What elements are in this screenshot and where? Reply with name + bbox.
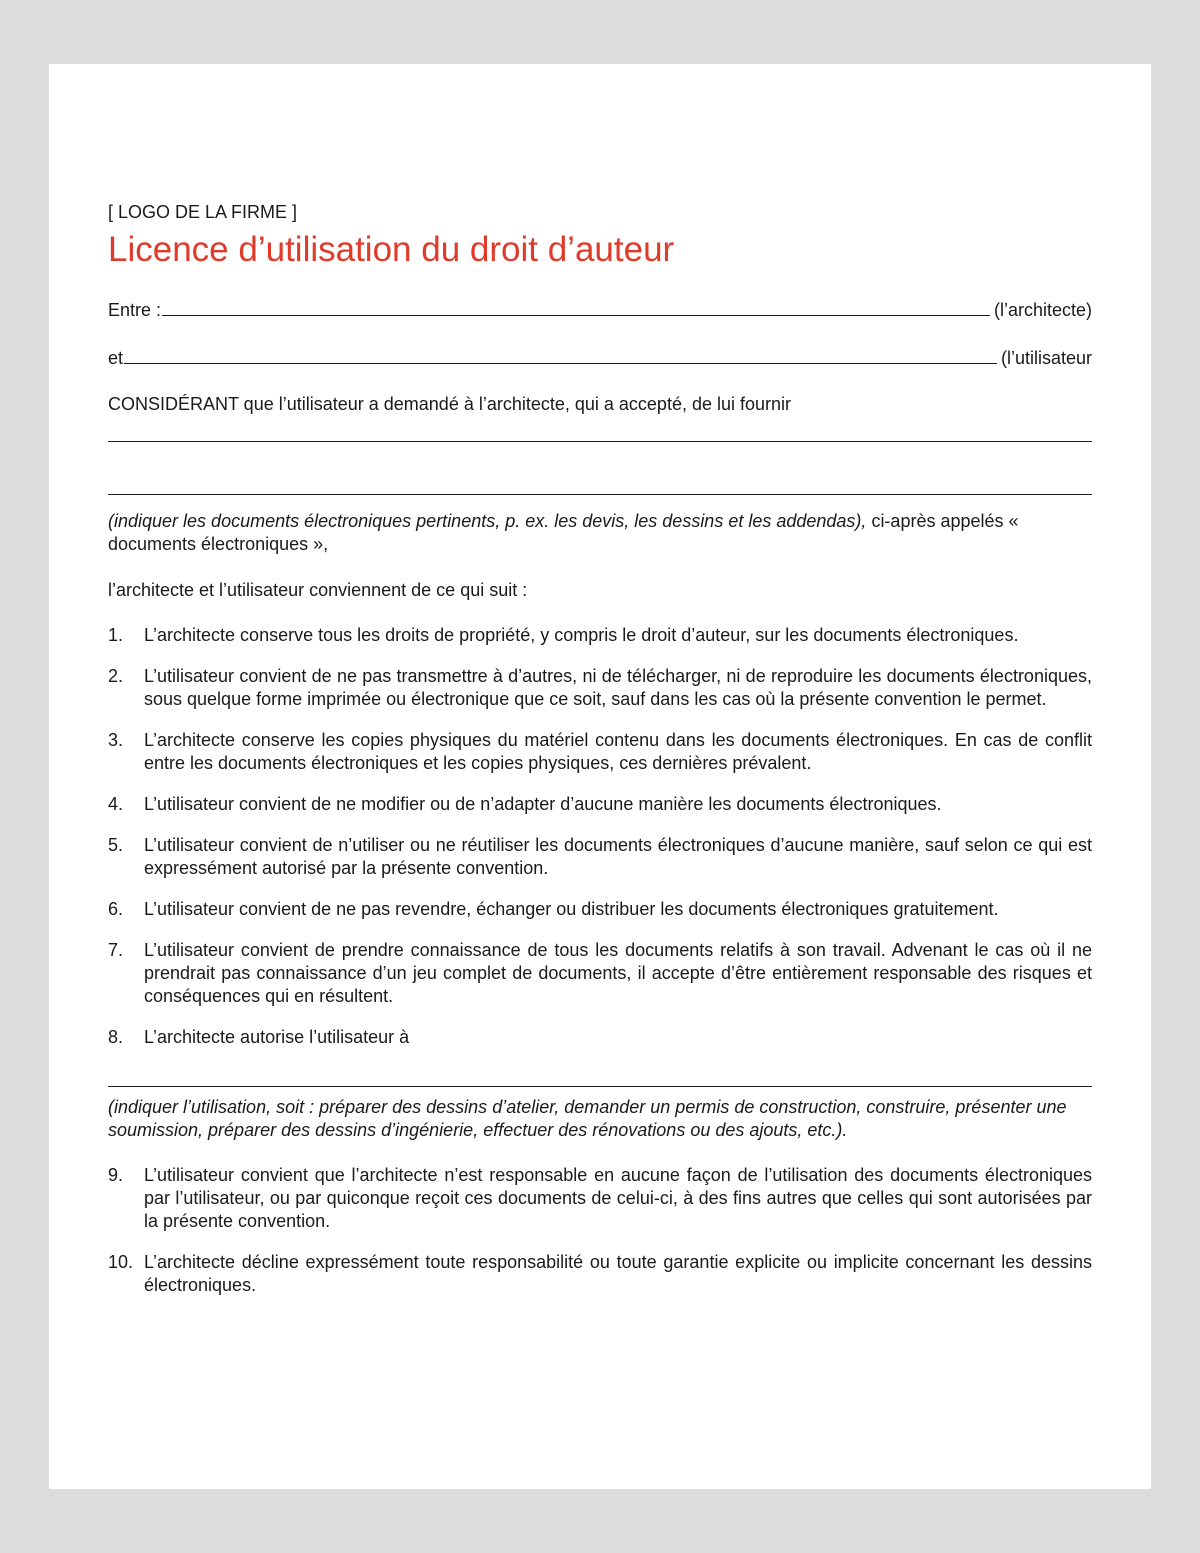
clause-text: L’architecte autorise l’utilisateur à	[144, 1027, 410, 1047]
clause-text: L’architecte conserve tous les droits de propriété, y compris le droit d’auteur, sur les documents électroniques.	[144, 625, 1019, 645]
usage-instruction: (indiquer l’utilisation, soit : préparer des dessins d’atelier, demander un permis de construction, construire, présenter une soumission, préparer des dessins d’ingénierie, effectuer des rénovations ou des ajouts, etc.).	[108, 1097, 1067, 1140]
clause-text: L’utilisateur convient de n’utiliser ou ne réutiliser les documents électroniques d’aucune manière, sauf selon ce qui est expressément autorisé par la présente convention.	[144, 835, 1092, 878]
clause-list	[108, 624, 1092, 1049]
clause-number: 4.	[108, 794, 124, 814]
agreement-intro: l’architecte et l’utilisateur conviennent de ce qui suit :	[108, 580, 528, 600]
clause-text: L’utilisateur convient de prendre connaissance de tous les documents relatifs à son travail. Advenant le cas où il ne prendrait pas connaissance d’un jeu complet de documents, il accepte d’être entièrement responsable des risques et conséquences qui en résultent.	[144, 940, 1092, 1006]
clause-item	[108, 1164, 1092, 1233]
documents-instruction-rest: ci-après appelés « documents électroniques »,	[108, 511, 1019, 554]
clause-item	[108, 1251, 1092, 1297]
architect-suffix: (l’architecte)	[993, 300, 1092, 320]
firm-logo-placeholder: [ LOGO DE LA FIRME ]	[108, 202, 298, 222]
document-page	[49, 64, 1151, 1489]
document-title: Licence d’utilisation du droit d’auteur	[108, 230, 675, 269]
architect-line	[108, 299, 1092, 322]
documents-instruction-italic: (indiquer les documents électroniques pertinents, p. ex. les devis, les dessins et les addendas),	[108, 511, 867, 531]
clause-text: L’utilisateur convient que l’architecte n’est responsable en aucune façon de l’utilisation des documents électroniques par l’utilisateur, ou par quiconque reçoit ces documents de celui-ci, à des fins autres que celles qui sont autorisées par la présente convention.	[144, 1165, 1092, 1231]
clause-number: 9.	[108, 1165, 124, 1185]
clause-item	[108, 624, 1092, 647]
clause-text: L’utilisateur convient de ne pas transmettre à d’autres, ni de télécharger, ni de reproduire les documents électroniques, sous quelque forme imprimée ou électronique que ce soit, sauf dans les cas où la présente convention le permet.	[144, 666, 1092, 709]
clause-item	[108, 793, 1092, 816]
user-name-field[interactable]	[124, 348, 997, 364]
clause-item	[108, 665, 1092, 711]
clause-list-continued	[108, 1164, 1092, 1297]
clause-text: L’architecte conserve les copies physiques du matériel contenu dans les documents électroniques. En cas de conflit entre les documents électroniques et les copies physiques, ces dernières prévalent.	[144, 730, 1092, 773]
clause-number: 5.	[108, 835, 124, 855]
clause-number: 1.	[108, 625, 124, 645]
clause-text: L’utilisateur convient de ne modifier ou de n’adapter d’aucune manière les documents électroniques.	[144, 794, 942, 814]
clause-number: 8.	[108, 1027, 124, 1047]
clause-item	[108, 939, 1092, 1008]
documents-instruction	[108, 510, 1092, 556]
clause-item	[108, 1026, 1092, 1049]
considerant-paragraph: CONSIDÉRANT que l’utilisateur a demandé à l’architecte, qui a accepté, de lui fournir	[108, 394, 792, 414]
architect-name-field[interactable]	[162, 300, 990, 316]
usage-field-line[interactable]	[108, 1086, 1092, 1087]
clause-number: 10.	[108, 1252, 134, 1272]
document-content	[108, 201, 1092, 1315]
clause-text: L’utilisateur convient de ne pas revendre, échanger ou distribuer les documents électroniques gratuitement.	[144, 899, 999, 919]
user-suffix: (l’utilisateur	[1000, 348, 1092, 368]
clause-number: 3.	[108, 730, 124, 750]
user-line	[108, 347, 1092, 370]
clause-number: 6.	[108, 899, 124, 919]
clause-number: 7.	[108, 940, 124, 960]
documents-field-line-2[interactable]	[108, 494, 1092, 495]
clause-item	[108, 898, 1092, 921]
clause-text: L’architecte décline expressément toute responsabilité ou toute garantie explicite ou implicite concernant les dessins électroniques.	[144, 1252, 1092, 1295]
documents-field-line-1[interactable]	[108, 441, 1092, 442]
clause-number: 2.	[108, 666, 124, 686]
clause-item	[108, 729, 1092, 775]
et-label: et	[108, 348, 124, 368]
clause-item	[108, 834, 1092, 880]
entre-label: Entre :	[108, 300, 162, 320]
